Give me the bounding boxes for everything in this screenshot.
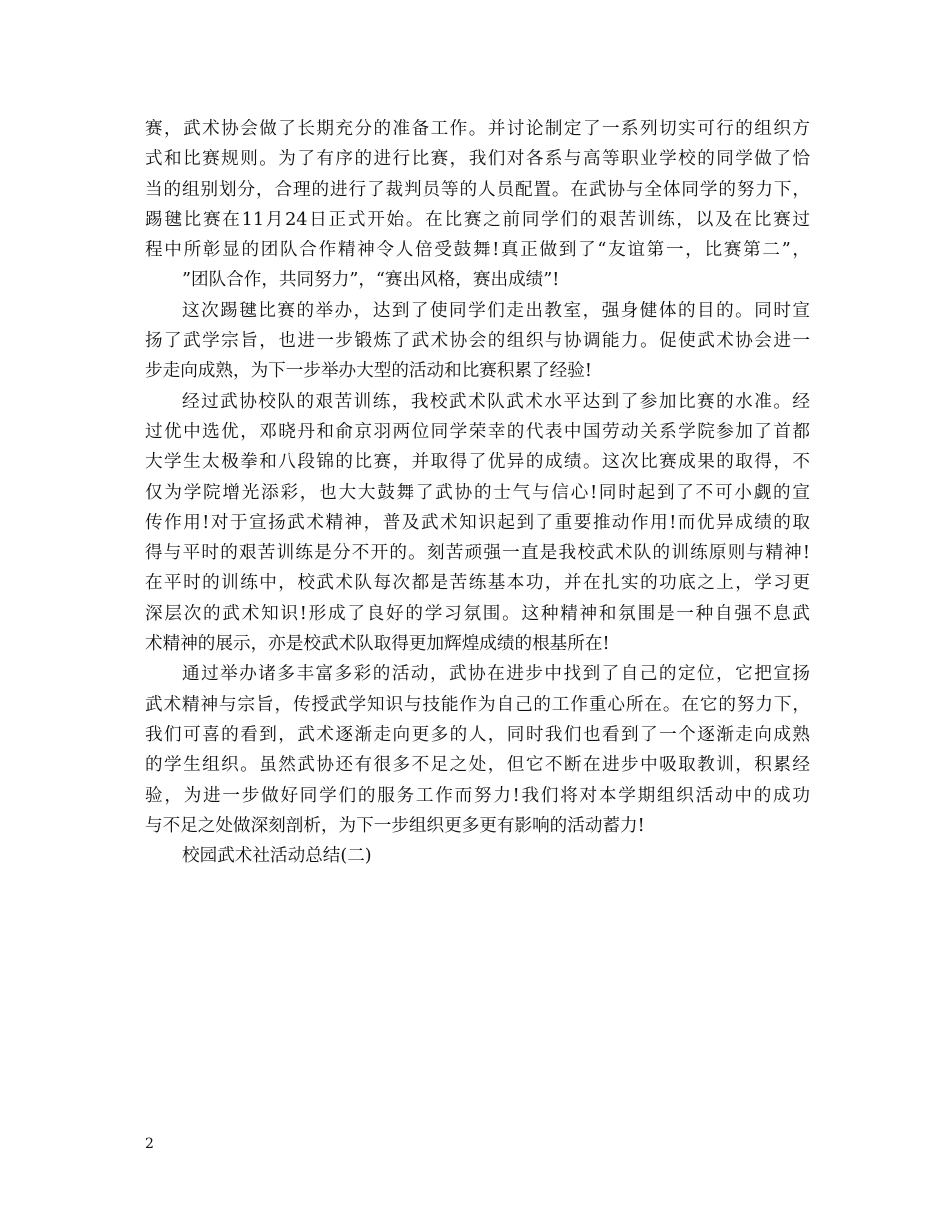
paragraph-3: [145, 387, 810, 660]
document-body: [145, 114, 810, 871]
text-line: 经过武协校队的艰苦训练，我校武术队武术水平达到了参加比赛的水准。经: [182, 391, 810, 412]
text-line: 得与平时的艰苦训练是分不开的。刻苦顽强一直是我校武术队的训练原则与精神!: [145, 543, 810, 564]
text-line: 程中所彰显的团队合作精神令人倍受鼓舞!真正做到了“友谊第一，比赛第二”，: [145, 240, 810, 261]
text-line: 式和比赛规则。为了有序的进行比赛，我们对各系与高等职业学校的同学做了恰: [145, 149, 810, 170]
text-line: 仅为学院增光添彩，也大大鼓舞了武协的士气与信心!同时起到了不可小觑的宣: [145, 482, 810, 503]
text-line: 与不足之处做深刻剖析，为下一步组织更多更有影响的活动蓄力!: [145, 815, 645, 836]
text-line: 当的组别划分，合理的进行了裁判员等的人员配置。在武协与全体同学的努力下，: [145, 179, 810, 200]
paragraph-2: [145, 296, 810, 387]
section-heading: [145, 841, 810, 871]
section-title: 校园武术社活动总结(二): [182, 846, 372, 867]
text-line: 在平时的训练中，校武术队每次都是苦练基本功，并在扎实的功底之上，学习更: [145, 573, 810, 594]
text-line: 验，为进一步做好同学们的服务工作而努力!我们将对本学期组织活动中的成功: [145, 785, 810, 806]
text-line: 步走向成熟，为下一步举办大型的活动和比赛积累了经验!: [145, 361, 592, 382]
text-line: 传作用!对于宣扬武术精神，普及武术知识起到了重要推动作用!而优异成绩的取: [145, 512, 810, 533]
text-line: 踢毽比赛在11月24日正式开始。在比赛之前同学们的艰苦训练，以及在比赛过: [145, 209, 810, 230]
paragraph-1: [145, 114, 810, 296]
page-number: 2: [145, 1136, 154, 1152]
text-line: 我们可喜的看到，武术逐渐走向更多的人，同时我们也看到了一个逐渐走向成熟: [145, 724, 810, 745]
text-line: 深层次的武术知识!形成了良好的学习氛围。这种精神和氛围是一种自强不息武: [145, 603, 810, 624]
text-line: 通过举办诸多丰富多彩的活动，武协在进步中找到了自己的定位，它把宣扬: [182, 664, 810, 685]
text-line: 大学生太极拳和八段锦的比赛，并取得了优异的成绩。这次比赛成果的取得，不: [145, 452, 810, 473]
text-line: ”团队合作，共同努力”，“赛出风格，赛出成绩”!: [182, 270, 560, 291]
text-line: 的学生组织。虽然武协还有很多不足之处，但它不断在进步中吸取教训，积累经: [145, 755, 810, 776]
text-line: 武术精神与宗旨，传授武学知识与技能作为自己的工作重心所在。在它的努力下，: [145, 694, 810, 715]
text-line: 赛，武术协会做了长期充分的准备工作。并讨论制定了一系列切实可行的组织方: [145, 119, 810, 139]
text-line: 过优中选优，邓晓丹和俞京羽两位同学荣幸的代表中国劳动关系学院参加了首都: [145, 421, 810, 442]
paragraph-4: [145, 659, 810, 841]
text-line: 这次踢毽比赛的举办，达到了使同学们走出教室，强身健体的目的。同时宣: [182, 300, 810, 321]
text-line: 术精神的展示，亦是校武术队取得更加辉煌成绩的根基所在!: [145, 634, 610, 655]
text-line: 扬了武学宗旨，也进一步锻炼了武术协会的组织与协调能力。促使武术协会进一: [145, 331, 810, 352]
